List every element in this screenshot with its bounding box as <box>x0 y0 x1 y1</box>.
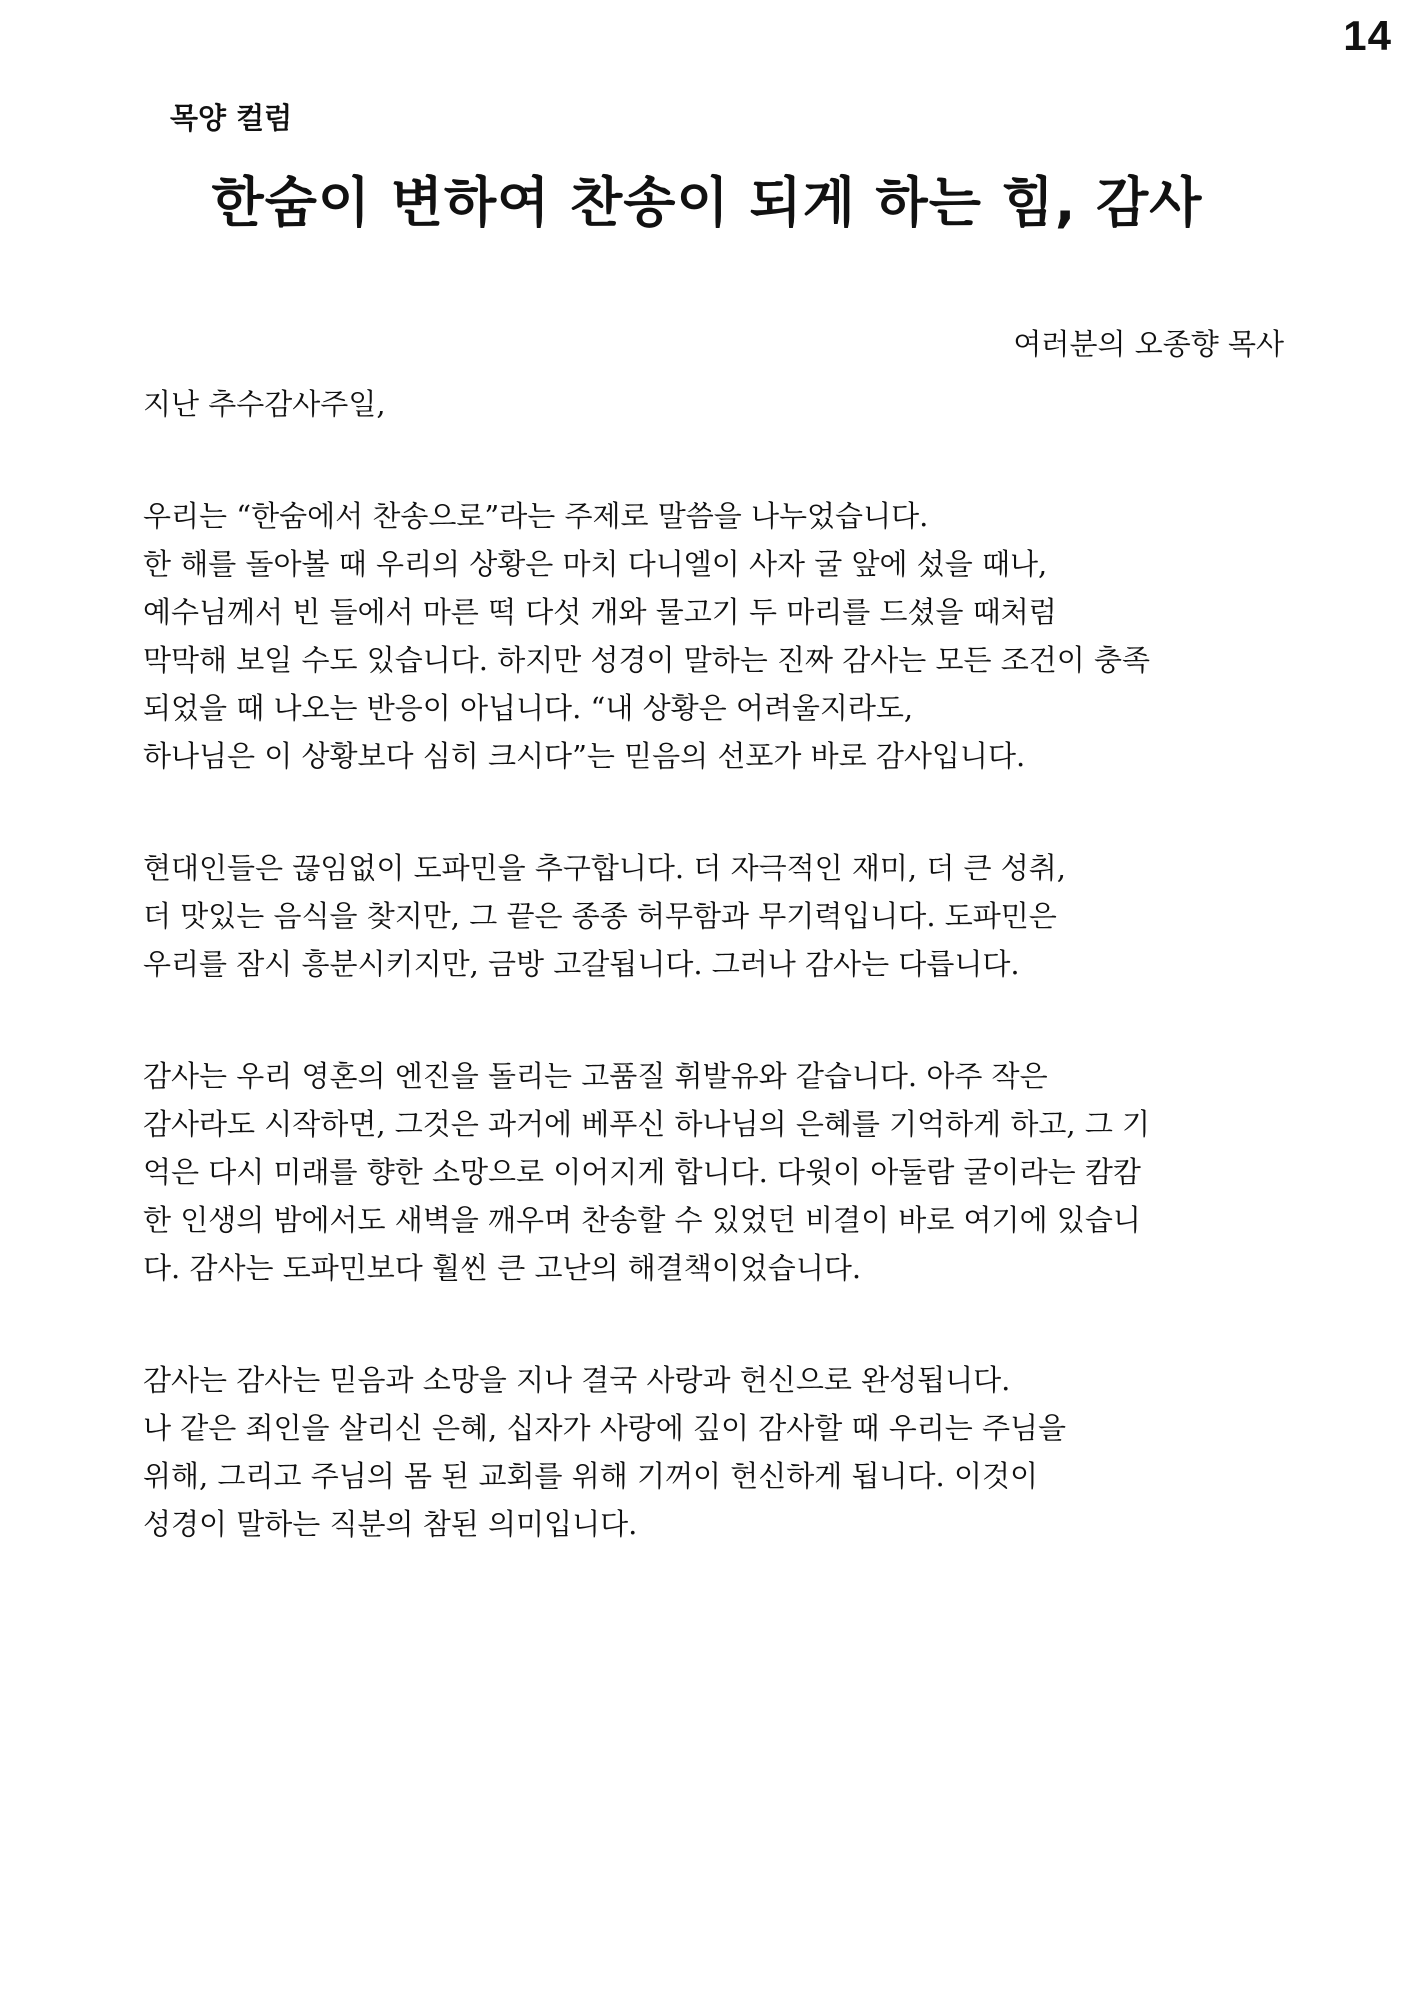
text-line: 나 같은 죄인을 살리신 은혜, 십자가 사랑에 깊이 감사할 때 우리는 주님을 <box>143 1411 1067 1445</box>
text-line: 감사라도 시작하면, 그것은 과거에 베푸신 하나님의 은혜를 기억하게 하고, 그 기 <box>143 1107 1151 1141</box>
text-line: 우리를 잠시 흥분시키지만, 금방 고갈됩니다. 그러나 감사는 다릅니다. <box>143 947 1020 981</box>
text-line: 억은 다시 미래를 향한 소망으로 이어지게 합니다. 다윗이 아둘람 굴이라는 캄캄 <box>143 1155 1141 1189</box>
author-byline: 여러분의 오종향 목사 <box>1013 327 1284 361</box>
text-line: 성경이 말하는 직분의 참된 의미입니다. <box>143 1507 638 1541</box>
paragraph-devotion <box>143 1356 1293 1548</box>
text-line: 위해, 그리고 주님의 몸 된 교회를 위해 기꺼이 헌신하게 됩니다. 이것이 <box>143 1459 1039 1493</box>
page-title: 한숨이 변하여 찬송이 되게 하는 힘, 감사 <box>211 171 1203 234</box>
article-body <box>143 380 1293 1548</box>
paragraph-greeting <box>143 380 1293 428</box>
text-line: 예수님께서 빈 들에서 마른 떡 다섯 개와 물고기 두 마리를 드셨을 때처럼 <box>143 595 1057 629</box>
text-line: 현대인들은 끊임없이 도파민을 추구합니다. 더 자극적인 재미, 더 큰 성취, <box>143 851 1067 885</box>
text-line: 우리는 “한숨에서 찬송으로”라는 주제로 말씀을 나누었습니다. <box>143 499 929 533</box>
paragraph-gap <box>143 428 1293 492</box>
paragraph-sermon-summary <box>143 492 1293 780</box>
text-line: 되었을 때 나오는 반응이 아닙니다. “내 상황은 어려울지라도, <box>143 691 914 725</box>
text-line: 감사는 우리 영혼의 엔진을 돌리는 고품질 휘발유와 같습니다. 아주 작은 <box>143 1059 1048 1093</box>
text-line: 지난 추수감사주일, <box>143 387 386 421</box>
paragraph-gap <box>143 1292 1293 1356</box>
text-line: 한 해를 돌아볼 때 우리의 상황은 마치 다니엘이 사자 굴 앞에 섰을 때나, <box>143 547 1048 581</box>
column-label: 목양 컬럼 <box>170 101 293 135</box>
text-line: 한 인생의 밤에서도 새벽을 깨우며 찬송할 수 있었던 비결이 바로 여기에 있습니 <box>143 1203 1141 1237</box>
text-line: 감사는 감사는 믿음과 소망을 지나 결국 사랑과 헌신으로 완성됩니다. <box>143 1363 1011 1397</box>
paragraph-dopamine <box>143 844 1293 988</box>
text-line: 다. 감사는 도파민보다 훨씬 큰 고난의 해결책이었습니다. <box>143 1251 862 1285</box>
paragraph-gap <box>143 988 1293 1052</box>
text-line: 더 맛있는 음식을 찾지만, 그 끝은 종종 허무함과 무기력입니다. 도파민은 <box>143 899 1057 933</box>
text-line: 막막해 보일 수도 있습니다. 하지만 성경이 말하는 진짜 감사는 모든 조건이 충족 <box>143 643 1151 677</box>
paragraph-gap <box>143 780 1293 844</box>
text-line: 하나님은 이 상황보다 심히 크시다”는 믿음의 선포가 바로 감사입니다. <box>143 739 1026 773</box>
paragraph-gratitude-engine <box>143 1052 1293 1292</box>
page-number: 14 <box>1343 12 1392 59</box>
